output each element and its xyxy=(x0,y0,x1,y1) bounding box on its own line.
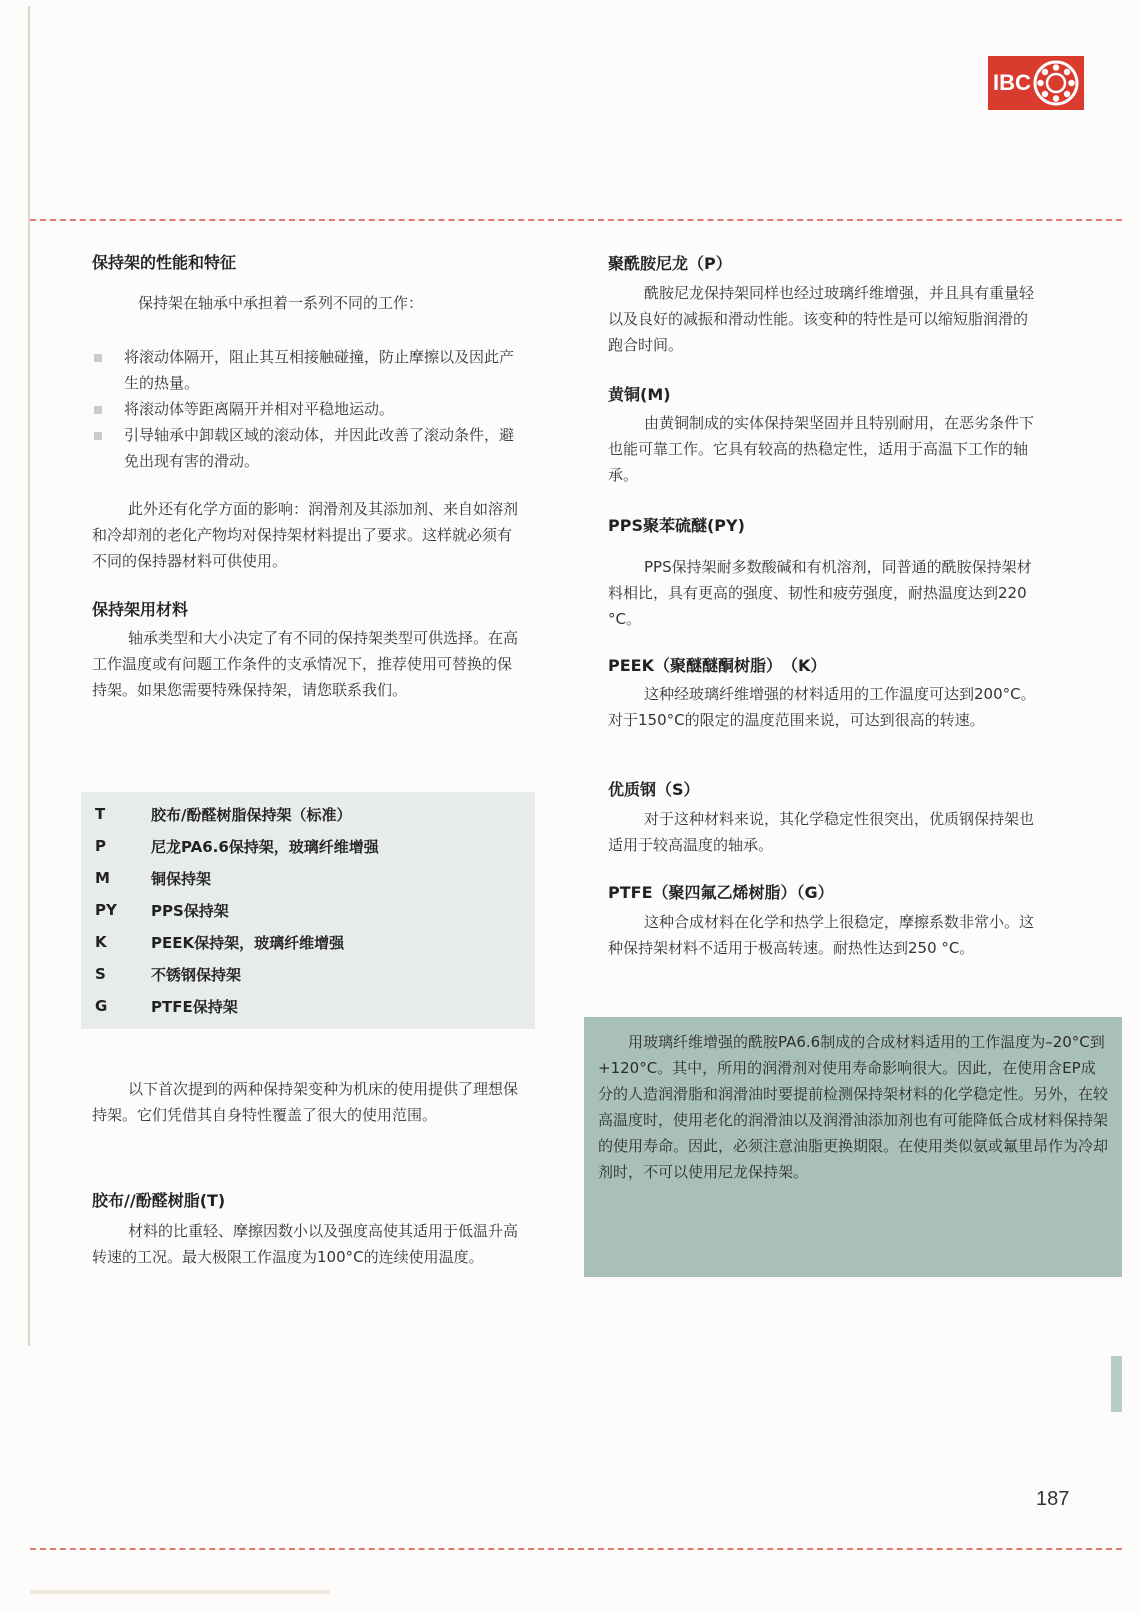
code-description: PEEK保持架，玻璃纤维增强 xyxy=(151,933,345,952)
code-description: PTFE保持架 xyxy=(151,997,238,1016)
table-row xyxy=(81,862,535,894)
section-title-brass: 黄铜(M) xyxy=(608,385,671,404)
code-description: 铜保持架 xyxy=(151,869,212,888)
code-key: P xyxy=(95,837,106,855)
pps-text: PPS保持架耐多数酸碱和有机溶剂，同普通的酰胺保持架材料相比，具有更高的强度、韧性和疲劳强度，耐热温度达到220 °C。 xyxy=(608,558,1032,628)
bottom-dashed-divider xyxy=(30,1548,1122,1550)
logo-text: IBC xyxy=(993,70,1031,95)
note-text: 用玻璃纤维增强的酰胺PA6.6制成的合成材料适用的工作温度为–20°C到+120°C。其中，所用的润滑剂对使用寿命影响很大。因此，在使用含EP成分的人造润滑脂和润滑油时要提前检测保持架材料的化学稳定性。另外，在较高温度时，使用老化的润滑油以及润滑油添加剂也有可能降低合成材料保持架的使用寿命。因此，必须注意油脂更换期限。在使用类似氨或氟里昂作为冷却剂时，不可以使用尼龙保持架。 xyxy=(598,1033,1109,1181)
cage-materials-text: 轴承类型和大小决定了有不同的保持架类型可供选择。在高工作温度或有问题工作条件的支承情况下，推荐使用可替换的保持架。如果您需要特殊保持架，请您联系我们。 xyxy=(92,629,519,699)
steel-text: 对于这种材料来说，其化学稳定性很突出，优质钢保持架也适用于较高温度的轴承。 xyxy=(608,810,1035,854)
binding-edge xyxy=(28,6,30,1346)
bearing-icon xyxy=(1032,59,1080,107)
code-key: S xyxy=(95,965,106,983)
polyamide-text: 酰胺尼龙保持架同样也经过玻璃纤维增强，并且具有重量轻以及良好的减振和滑动性能。该变种的特性是可以缩短脂润滑的跑合时间。 xyxy=(608,284,1035,354)
code-key: K xyxy=(95,933,107,951)
cage-intro-text: 保持架在轴承中承担着一系列不同的工作： xyxy=(138,294,424,312)
code-key: G xyxy=(95,997,108,1015)
section-title-pps: PPS聚苯硫醚(PY) xyxy=(608,516,745,535)
table-row xyxy=(81,958,535,990)
section-title-polyamide: 聚酰胺尼龙（P） xyxy=(608,254,732,273)
brass-text: 由黄铜制成的实体保持架坚固并且特别耐用，在恶劣条件下也能可靠工作。它具有较高的热稳定性，适用于高温下工作的轴承。 xyxy=(608,414,1035,484)
code-description: 不锈钢保持架 xyxy=(151,965,242,984)
bottom-edge-strip xyxy=(30,1590,330,1594)
polyamide-note-box xyxy=(584,1017,1122,1277)
cage-code-table xyxy=(81,792,535,1029)
top-dashed-divider xyxy=(30,219,1122,221)
code-key: M xyxy=(95,869,110,887)
table-row xyxy=(81,798,535,830)
page-edge-tab xyxy=(1111,1356,1122,1412)
code-description: 尼龙PA6.6保持架，玻璃纤维增强 xyxy=(151,837,379,856)
ptfe-text: 这种合成材料在化学和热学上很稳定，摩擦系数非常小。这种保持架材料不适用于极高转速。耐热性达到250 °C。 xyxy=(608,913,1035,957)
section-title-steel: 优质钢（S） xyxy=(608,780,700,799)
table-row xyxy=(81,926,535,958)
section-title-phenolic: 胶布//酚醛树脂(T) xyxy=(92,1191,226,1210)
list-item: 将滚动体隔开，阻止其互相接触碰撞，防止摩擦以及因此产生的热量。 xyxy=(94,344,524,396)
code-description: 胶布/酚醛树脂保持架（标准） xyxy=(151,805,352,824)
ibc-logo xyxy=(988,56,1084,110)
variants-text: 以下首次提到的两种保持架变种为机床的使用提供了理想保持架。它们凭借其自身特性覆盖了很大的使用范围。 xyxy=(92,1080,519,1124)
section-title-cage-performance: 保持架的性能和特征 xyxy=(92,253,237,272)
table-row xyxy=(81,990,535,1022)
section-title-peek: PEEK（聚醚醚酮树脂） （K） xyxy=(608,656,827,675)
code-key: PY xyxy=(95,901,117,919)
code-key: T xyxy=(95,805,106,823)
phenolic-text: 材料的比重轻、摩擦因数小以及强度高使其适用于低温升高转速的工况。最大极限工作温度为100°C的连续使用温度。 xyxy=(92,1222,519,1266)
list-item: 将滚动体等距离隔开并相对平稳地运动。 xyxy=(94,396,524,422)
section-title-ptfe: PTFE（聚四氟乙烯树脂）（G） xyxy=(608,883,834,902)
table-row xyxy=(81,830,535,862)
code-description: PPS保持架 xyxy=(151,901,229,920)
cage-function-list xyxy=(94,344,524,474)
peek-text: 这种经玻璃纤维增强的材料适用的工作温度可达到200°C。对于150°C的限定的温度范围来说，可达到很高的转速。 xyxy=(608,685,1036,729)
chemical-influence-text: 此外还有化学方面的影响：润滑剂及其添加剂、来自如溶剂和冷却剂的老化产物均对保持架材料提出了要求。这样就必须有不同的保持器材料可供使用。 xyxy=(92,500,519,570)
list-item: 引导轴承中卸载区域的滚动体，并因此改善了滚动条件，避免出现有害的滑动。 xyxy=(94,422,524,474)
table-row xyxy=(81,894,535,926)
page-number: 187 xyxy=(1036,1488,1070,1510)
section-title-cage-materials: 保持架用材料 xyxy=(92,600,189,619)
